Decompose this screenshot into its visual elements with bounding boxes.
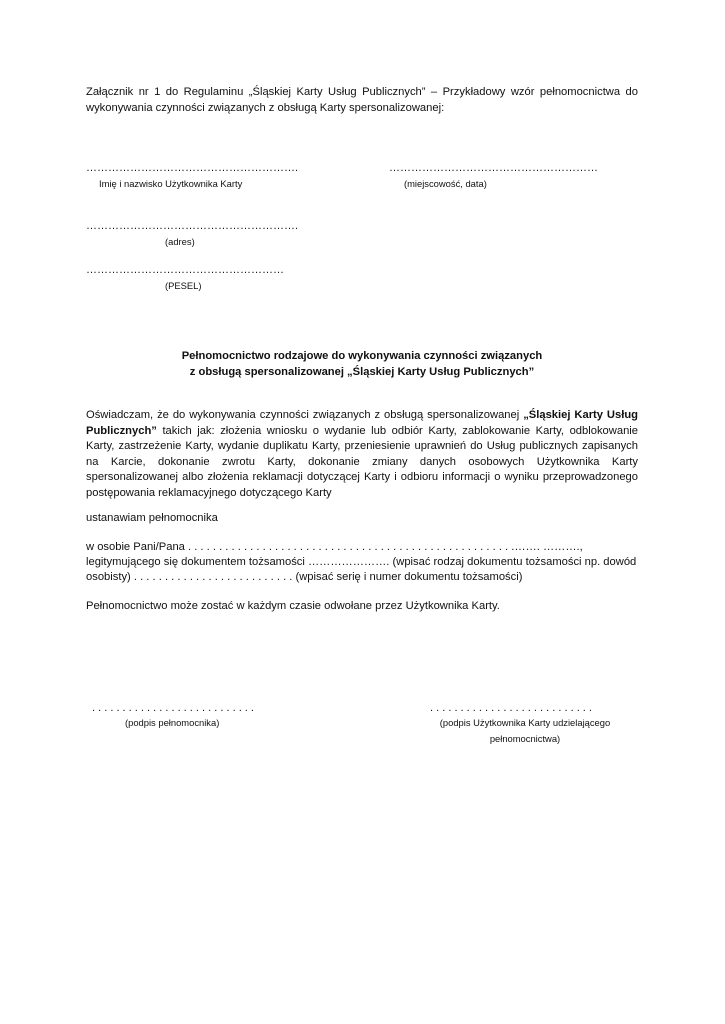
attorney-signature-label: (podpis pełnomocnika) — [125, 717, 220, 728]
person-line-3: osobisty) . . . . . . . . . . . . . . . . . . . . . . . . . . (wpisać serię i numer dokumentu tożsamości) — [86, 571, 523, 583]
address-label: (adres) — [165, 236, 195, 247]
pesel-label: (PESEL) — [165, 280, 202, 291]
attorney-signature-line: . . . . . . . . . . . . . . . . . . . . . . . . . . . — [92, 702, 254, 714]
appoint-text: ustanawiam pełnomocnika — [86, 512, 218, 524]
person-line-1: w osobie Pani/Pana . . . . . . . . . . . . . . . . . . . . . . . . . . . . . . . . . . . . . . . . . . . . . . . . . . . . .……. ………., — [86, 541, 583, 553]
name-dotted-line: …………………………………………………. — [86, 162, 299, 174]
document-title-line2: z obsługą spersonalizowanej „Śląskiej Karty Usług Publicznych” — [189, 366, 535, 378]
declaration-start: Oświadczam, że do wykonywania czynności związanych z obsługą spersonalizowanej — [86, 409, 520, 421]
revocation-text: Pełnomocnictwo może zostać w każdym czasie odwołane przez Użytkownika Karty. — [86, 600, 500, 612]
annex-header: Załącznik nr 1 do Regulaminu „Śląskiej Karty Usług Publicznych” – Przykładowy wzór pełnomocnictwa do wykonywania czynności związanych z obsługą Karty spersonalizowanej: — [86, 86, 638, 114]
address-dotted-line: …………………………………………………. — [86, 220, 299, 232]
place-date-label: (miejscowość, data) — [404, 178, 487, 189]
user-signature-line: . . . . . . . . . . . . . . . . . . . . . . . . . . . — [430, 702, 592, 714]
pesel-dotted-line: ……………………………………………… — [86, 264, 284, 276]
card-name-bold: „Śląskiej Karty Usług Publicznych” — [86, 409, 639, 437]
user-signature-label-line2: pełnomocnictwa) — [489, 733, 561, 744]
declaration-paragraph — [86, 408, 638, 502]
document-title-line1: Pełnomocnictwo rodzajowe do wykonywania czynności związanych — [181, 350, 543, 362]
user-signature-label-line1: (podpis Użytkownika Karty udzielającego — [439, 717, 611, 728]
place-date-dotted-line: ………………………………………………… — [389, 162, 598, 174]
name-label: Imię i nazwisko Użytkownika Karty — [99, 178, 243, 189]
declaration-rest: takich jak: złożenia wniosku o wydanie lub odbiór Karty, zablokowanie Karty, odblokowanie Karty, zastrzeżenie Karty, wydanie duplikatu Karty, przeniesienie uprawnień do Usług publicznych zapisanych na Karcie, dokonanie zwrotu Karty, dokonanie zmiany danych osobowych Użytkownika Karty spersonalizowanej albo złożenia reklamacji dotyczącej Karty i odbioru informacji o wyniku przeprowadzonego postępowania reklamacyjnego dotyczącego Karty — [86, 424, 638, 499]
person-line-2: legitymującego się dokumentem tożsamości …………………. (wpisać rodzaj dokumentu tożsamości np. dowód — [86, 556, 637, 568]
